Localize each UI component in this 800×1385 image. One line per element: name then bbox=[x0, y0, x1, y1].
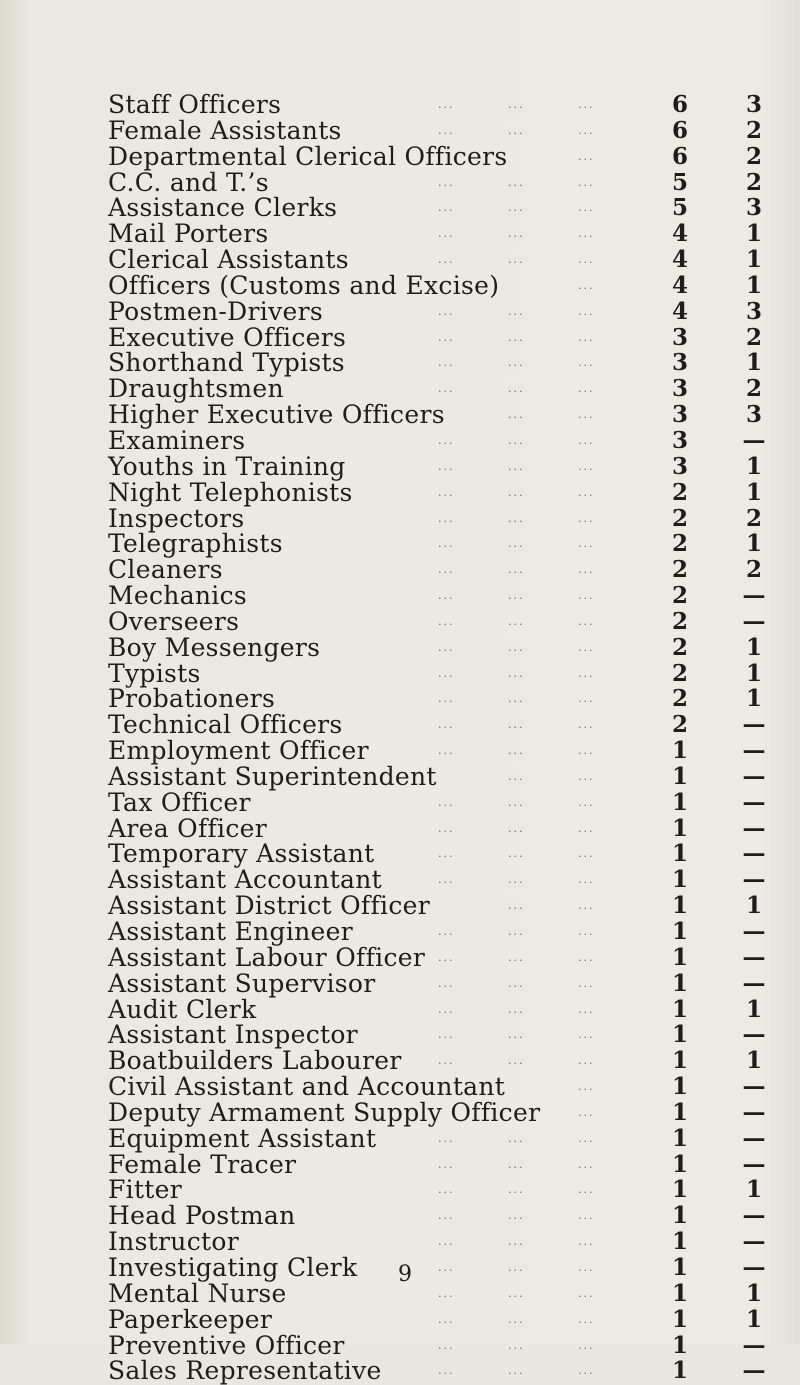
count-column-2: — bbox=[742, 607, 766, 635]
leader-dots: ... ... ... bbox=[438, 614, 595, 628]
leader-dots: ... ... bbox=[508, 899, 595, 913]
count-column-1: 1 bbox=[671, 1098, 688, 1126]
count-column-2: — bbox=[742, 866, 766, 894]
count-column-1: 1 bbox=[671, 1357, 688, 1385]
row-label: Equipment Assistant bbox=[108, 1123, 377, 1153]
leader-dots: ... ... ... bbox=[438, 304, 595, 318]
leader-dots: ... ... ... bbox=[438, 1183, 595, 1197]
row-label: Assistant Labour Officer bbox=[108, 942, 426, 972]
count-column-1: 1 bbox=[671, 969, 688, 997]
table-row bbox=[108, 1229, 798, 1255]
count-column-1: 4 bbox=[671, 220, 688, 248]
count-column-2: 3 bbox=[745, 91, 762, 118]
leader-dots: ... ... ... bbox=[438, 1157, 595, 1171]
count-column-2: 2 bbox=[745, 375, 762, 403]
table-row bbox=[108, 1149, 798, 1179]
count-column-2: — bbox=[742, 1202, 766, 1230]
table-row bbox=[108, 402, 798, 428]
count-column-1: 1 bbox=[671, 737, 688, 765]
count-column-1: 3 bbox=[671, 349, 688, 377]
table-row bbox=[108, 557, 798, 583]
leader-dots: ... ... ... bbox=[438, 873, 595, 887]
count-column-1: 1 bbox=[671, 1305, 688, 1333]
row-label: Female Tracer bbox=[108, 1149, 297, 1179]
count-column-1: 3 bbox=[671, 452, 688, 480]
leader-dots: ... ... ... bbox=[438, 511, 595, 525]
leader-dots: ... ... ... bbox=[438, 1209, 595, 1223]
count-column-1: 1 bbox=[671, 1176, 688, 1204]
row-label: C.C. and T.’s bbox=[108, 167, 269, 197]
count-column-2: 1 bbox=[745, 633, 762, 661]
count-column-1: 2 bbox=[671, 659, 688, 687]
table-row bbox=[108, 1278, 798, 1308]
count-column-2: — bbox=[742, 762, 766, 790]
table-row bbox=[108, 322, 798, 352]
table-row bbox=[108, 477, 798, 507]
count-column-1: 1 bbox=[671, 1228, 688, 1256]
table-row bbox=[108, 376, 798, 402]
row-label: Civil Assistant and Accountant bbox=[108, 1072, 506, 1102]
count-column-1: 1 bbox=[671, 866, 688, 894]
count-column-1: 1 bbox=[671, 1253, 688, 1281]
table-row bbox=[108, 712, 798, 738]
row-label: Technical Officers bbox=[108, 710, 343, 740]
leader-dots: ... ... ... bbox=[438, 1260, 595, 1274]
table-row bbox=[108, 919, 798, 945]
row-label: Assistant Engineer bbox=[108, 917, 353, 946]
leader-dots: ... ... bbox=[508, 769, 595, 783]
row-label: Examiners bbox=[108, 425, 246, 455]
leader-dots: ... ... ... bbox=[438, 795, 595, 809]
count-column-2: — bbox=[742, 1073, 766, 1101]
count-column-1: 1 bbox=[671, 762, 688, 790]
row-label: Telegraphists bbox=[108, 529, 283, 559]
leader-dots: ... ... ... bbox=[438, 1338, 595, 1352]
table-row bbox=[108, 1304, 798, 1334]
table-row bbox=[108, 1330, 798, 1360]
leader-dots: ... ... ... bbox=[438, 1054, 595, 1068]
row-label: Paperkeeper bbox=[108, 1304, 273, 1334]
row-label: Temporary Assistant bbox=[108, 839, 375, 869]
table-row bbox=[108, 632, 798, 662]
table-row bbox=[108, 92, 798, 118]
count-column-1: 4 bbox=[671, 297, 688, 325]
count-column-2: 2 bbox=[745, 142, 762, 170]
count-column-2: — bbox=[742, 1150, 766, 1178]
count-column-2: 1 bbox=[745, 1047, 762, 1075]
table-row bbox=[108, 167, 798, 197]
count-column-2: — bbox=[742, 969, 766, 997]
table-row bbox=[108, 221, 798, 247]
row-label: Inspectors bbox=[108, 503, 245, 533]
count-column-2: — bbox=[742, 840, 766, 868]
row-label: Probationers bbox=[108, 684, 276, 714]
table-row bbox=[108, 425, 798, 455]
row-label: Assistant Supervisor bbox=[108, 968, 376, 998]
count-column-2: — bbox=[742, 1253, 766, 1281]
count-column-2: — bbox=[742, 1098, 766, 1126]
row-label: Overseers bbox=[108, 606, 240, 636]
row-label: Staff Officers bbox=[108, 90, 282, 119]
table-row bbox=[108, 1252, 798, 1282]
count-column-2: 1 bbox=[745, 349, 762, 377]
count-column-1: 4 bbox=[671, 271, 688, 299]
leader-dots: ... bbox=[578, 149, 595, 163]
count-column-1: 1 bbox=[671, 918, 688, 945]
count-column-2: — bbox=[742, 1124, 766, 1152]
row-label: Cleaners bbox=[108, 555, 223, 585]
table-row bbox=[108, 787, 798, 817]
leader-dots: ... ... ... bbox=[438, 666, 595, 680]
row-label: Higher Executive Officers bbox=[108, 400, 445, 430]
count-column-2: 1 bbox=[745, 1305, 762, 1333]
row-label: Assistant District Officer bbox=[108, 891, 430, 921]
row-label: Mail Porters bbox=[108, 219, 269, 249]
row-label: Investigating Clerk bbox=[108, 1252, 358, 1282]
count-column-2: — bbox=[742, 582, 766, 610]
leader-dots: ... ... ... bbox=[438, 718, 595, 732]
count-column-2: — bbox=[742, 1228, 766, 1256]
leader-dots: ... ... ... bbox=[438, 563, 595, 577]
count-column-2: 1 bbox=[745, 478, 762, 506]
table-row bbox=[108, 583, 798, 609]
row-label: Boy Messengers bbox=[108, 632, 321, 662]
count-column-2: 2 bbox=[745, 504, 762, 532]
leader-dots: ... ... ... bbox=[438, 821, 595, 835]
table-row bbox=[108, 270, 798, 300]
row-label: Postmen-Drivers bbox=[108, 296, 323, 326]
count-column-1: 3 bbox=[671, 323, 688, 351]
row-label: Sales Representative bbox=[108, 1356, 382, 1385]
count-column-2: 1 bbox=[745, 246, 762, 274]
leader-dots: ... ... ... bbox=[438, 537, 595, 551]
table-row bbox=[108, 195, 798, 221]
row-label: Departmental Clerical Officers bbox=[108, 141, 508, 171]
count-column-1: 1 bbox=[671, 1021, 688, 1049]
row-label: Officers (Customs and Excise) bbox=[108, 270, 500, 300]
leader-dots: ... ... ... bbox=[438, 433, 595, 447]
leader-dots: ... ... ... bbox=[438, 356, 595, 370]
count-column-2: 1 bbox=[745, 685, 762, 713]
leader-dots: ... ... ... bbox=[438, 201, 595, 215]
table-row bbox=[108, 296, 798, 326]
row-label: Preventive Officer bbox=[108, 1330, 345, 1360]
count-column-1: 1 bbox=[671, 892, 688, 920]
row-label: Boatbuilders Labourer bbox=[108, 1046, 402, 1076]
count-column-1: 6 bbox=[671, 91, 688, 118]
row-label: Tax Officer bbox=[108, 787, 251, 817]
row-label: Employment Officer bbox=[108, 736, 369, 766]
count-column-2: — bbox=[742, 814, 766, 842]
table-row bbox=[108, 942, 798, 972]
row-label: Shorthand Typists bbox=[108, 348, 345, 378]
row-label: Mechanics bbox=[108, 581, 248, 611]
count-column-2: 1 bbox=[745, 220, 762, 248]
leader-dots: ... ... ... bbox=[438, 847, 595, 861]
table-row bbox=[108, 968, 798, 998]
row-label: Area Officer bbox=[108, 813, 267, 843]
count-column-1: 3 bbox=[671, 426, 688, 454]
count-column-1: 2 bbox=[671, 530, 688, 558]
count-column-1: 1 bbox=[671, 788, 688, 816]
table-row bbox=[108, 658, 798, 688]
count-column-1: 2 bbox=[671, 582, 688, 610]
table-row bbox=[108, 867, 798, 893]
row-label: Assistance Clerks bbox=[108, 193, 338, 223]
count-column-2: 2 bbox=[745, 168, 762, 196]
table-row bbox=[108, 1074, 798, 1100]
leader-dots: ... ... ... bbox=[438, 640, 595, 654]
row-label: Clerical Assistants bbox=[108, 245, 349, 275]
count-column-1: 2 bbox=[671, 607, 688, 635]
count-column-2: — bbox=[742, 711, 766, 739]
count-column-1: 6 bbox=[671, 142, 688, 170]
leader-dots: ... ... ... bbox=[438, 976, 595, 990]
table-row bbox=[108, 893, 798, 919]
leader-dots: ... ... ... bbox=[438, 950, 595, 964]
table-row bbox=[108, 606, 798, 636]
leader-dots: ... ... ... bbox=[438, 382, 595, 396]
count-column-1: 1 bbox=[671, 943, 688, 971]
row-label: Deputy Armament Supply Officer bbox=[108, 1097, 541, 1127]
row-label: Assistant Inspector bbox=[108, 1020, 358, 1050]
leader-dots: ... bbox=[578, 1080, 595, 1094]
leader-dots: ... ... ... bbox=[438, 1028, 595, 1042]
leader-dots: ... ... ... bbox=[438, 692, 595, 706]
row-label: Youths in Training bbox=[108, 451, 346, 481]
count-column-2: 2 bbox=[745, 556, 762, 584]
row-label: Night Telephonists bbox=[108, 477, 353, 507]
leader-dots: ... ... ... bbox=[438, 98, 595, 111]
leader-dots: ... ... bbox=[508, 408, 595, 422]
leader-dots: ... ... ... bbox=[438, 330, 595, 344]
count-column-1: 5 bbox=[671, 194, 688, 222]
count-column-2: 1 bbox=[745, 452, 762, 480]
table-row bbox=[108, 994, 798, 1024]
count-column-2: — bbox=[742, 1357, 766, 1385]
count-column-1: 1 bbox=[671, 1124, 688, 1152]
leader-dots: ... ... ... bbox=[438, 253, 595, 267]
count-column-2: 1 bbox=[745, 530, 762, 558]
count-column-1: 1 bbox=[671, 1331, 688, 1359]
count-column-2: — bbox=[742, 426, 766, 454]
count-column-1: 1 bbox=[671, 1150, 688, 1178]
row-label: Fitter bbox=[108, 1175, 182, 1205]
leader-dots: ... bbox=[578, 1105, 595, 1119]
leader-dots: ... ... ... bbox=[438, 925, 595, 938]
table-row bbox=[108, 813, 798, 843]
leader-dots: ... ... ... bbox=[438, 485, 595, 499]
table-row bbox=[108, 841, 798, 867]
count-column-1: 1 bbox=[671, 995, 688, 1023]
table-row bbox=[108, 503, 798, 533]
row-label: Female Assistants bbox=[108, 115, 342, 145]
table-row bbox=[108, 1022, 798, 1048]
row-label: Instructor bbox=[108, 1227, 239, 1257]
row-label: Audit Clerk bbox=[108, 994, 257, 1024]
leader-dots: ... ... ... bbox=[438, 744, 595, 758]
leader-dots: ... ... ... bbox=[438, 589, 595, 603]
count-column-2: — bbox=[742, 788, 766, 816]
count-column-1: 1 bbox=[671, 1047, 688, 1075]
table-row bbox=[108, 738, 798, 764]
staff-table bbox=[108, 92, 798, 1384]
row-label: Typists bbox=[108, 658, 201, 688]
row-label: Draughtsmen bbox=[108, 374, 284, 404]
table-row bbox=[108, 350, 798, 376]
count-column-1: 2 bbox=[671, 633, 688, 661]
count-column-1: 1 bbox=[671, 1073, 688, 1101]
count-column-2: 1 bbox=[745, 659, 762, 687]
leader-dots: ... ... ... bbox=[438, 1286, 595, 1300]
count-column-2: — bbox=[742, 1021, 766, 1049]
count-column-1: 1 bbox=[671, 814, 688, 842]
row-label: Assistant Accountant bbox=[108, 865, 382, 895]
row-label: Assistant Superintendent bbox=[108, 761, 437, 791]
count-column-2: — bbox=[742, 918, 766, 945]
table-row bbox=[108, 761, 798, 791]
table-row bbox=[108, 1177, 798, 1203]
table-row bbox=[108, 1048, 798, 1074]
count-column-2: 3 bbox=[745, 401, 762, 429]
count-column-1: 4 bbox=[671, 246, 688, 274]
leader-dots: ... ... ... bbox=[438, 1235, 595, 1249]
count-column-2: 1 bbox=[745, 1279, 762, 1307]
leader-dots: ... ... ... bbox=[438, 175, 595, 189]
table-row bbox=[108, 115, 798, 145]
count-column-1: 5 bbox=[671, 168, 688, 196]
table-row bbox=[108, 1123, 798, 1153]
row-label: Executive Officers bbox=[108, 322, 347, 352]
count-column-1: 3 bbox=[671, 401, 688, 429]
count-column-1: 1 bbox=[671, 1279, 688, 1307]
leader-dots: ... ... ... bbox=[438, 459, 595, 473]
page-number: 9 bbox=[398, 1262, 412, 1287]
leader-dots: ... ... ... bbox=[438, 123, 595, 137]
leader-dots: ... ... ... bbox=[438, 1002, 595, 1016]
leader-dots: ... bbox=[578, 278, 595, 292]
count-column-2: 1 bbox=[745, 995, 762, 1023]
table-row bbox=[108, 686, 798, 712]
leader-dots: ... ... ... bbox=[438, 1364, 595, 1378]
leader-dots: ... ... ... bbox=[438, 227, 595, 241]
count-column-2: 1 bbox=[745, 271, 762, 299]
count-column-2: — bbox=[742, 1331, 766, 1359]
count-column-1: 2 bbox=[671, 556, 688, 584]
row-label: Head Postman bbox=[108, 1201, 296, 1231]
table-row bbox=[108, 1358, 798, 1384]
leader-dots: ... ... ... bbox=[438, 1312, 595, 1326]
count-column-2: 1 bbox=[745, 1176, 762, 1204]
count-column-2: — bbox=[742, 943, 766, 971]
count-column-1: 1 bbox=[671, 1202, 688, 1230]
count-column-1: 2 bbox=[671, 685, 688, 713]
count-column-2: 3 bbox=[745, 194, 762, 222]
count-column-1: 3 bbox=[671, 375, 688, 403]
count-column-1: 2 bbox=[671, 711, 688, 739]
count-column-2: 2 bbox=[745, 116, 762, 144]
table-row bbox=[108, 531, 798, 557]
leader-dots: ... ... ... bbox=[438, 1131, 595, 1145]
count-column-2: 2 bbox=[745, 323, 762, 351]
table-row bbox=[108, 247, 798, 273]
table-row bbox=[108, 1097, 798, 1127]
row-label: Mental Nurse bbox=[108, 1278, 287, 1308]
count-column-2: — bbox=[742, 737, 766, 765]
count-column-2: 3 bbox=[745, 297, 762, 325]
table-row bbox=[108, 141, 798, 171]
count-column-1: 2 bbox=[671, 478, 688, 506]
count-column-2: 1 bbox=[745, 892, 762, 920]
count-column-1: 1 bbox=[671, 840, 688, 868]
table-row bbox=[108, 451, 798, 481]
count-column-1: 2 bbox=[671, 504, 688, 532]
count-column-1: 6 bbox=[671, 116, 688, 144]
table-row bbox=[108, 1203, 798, 1229]
